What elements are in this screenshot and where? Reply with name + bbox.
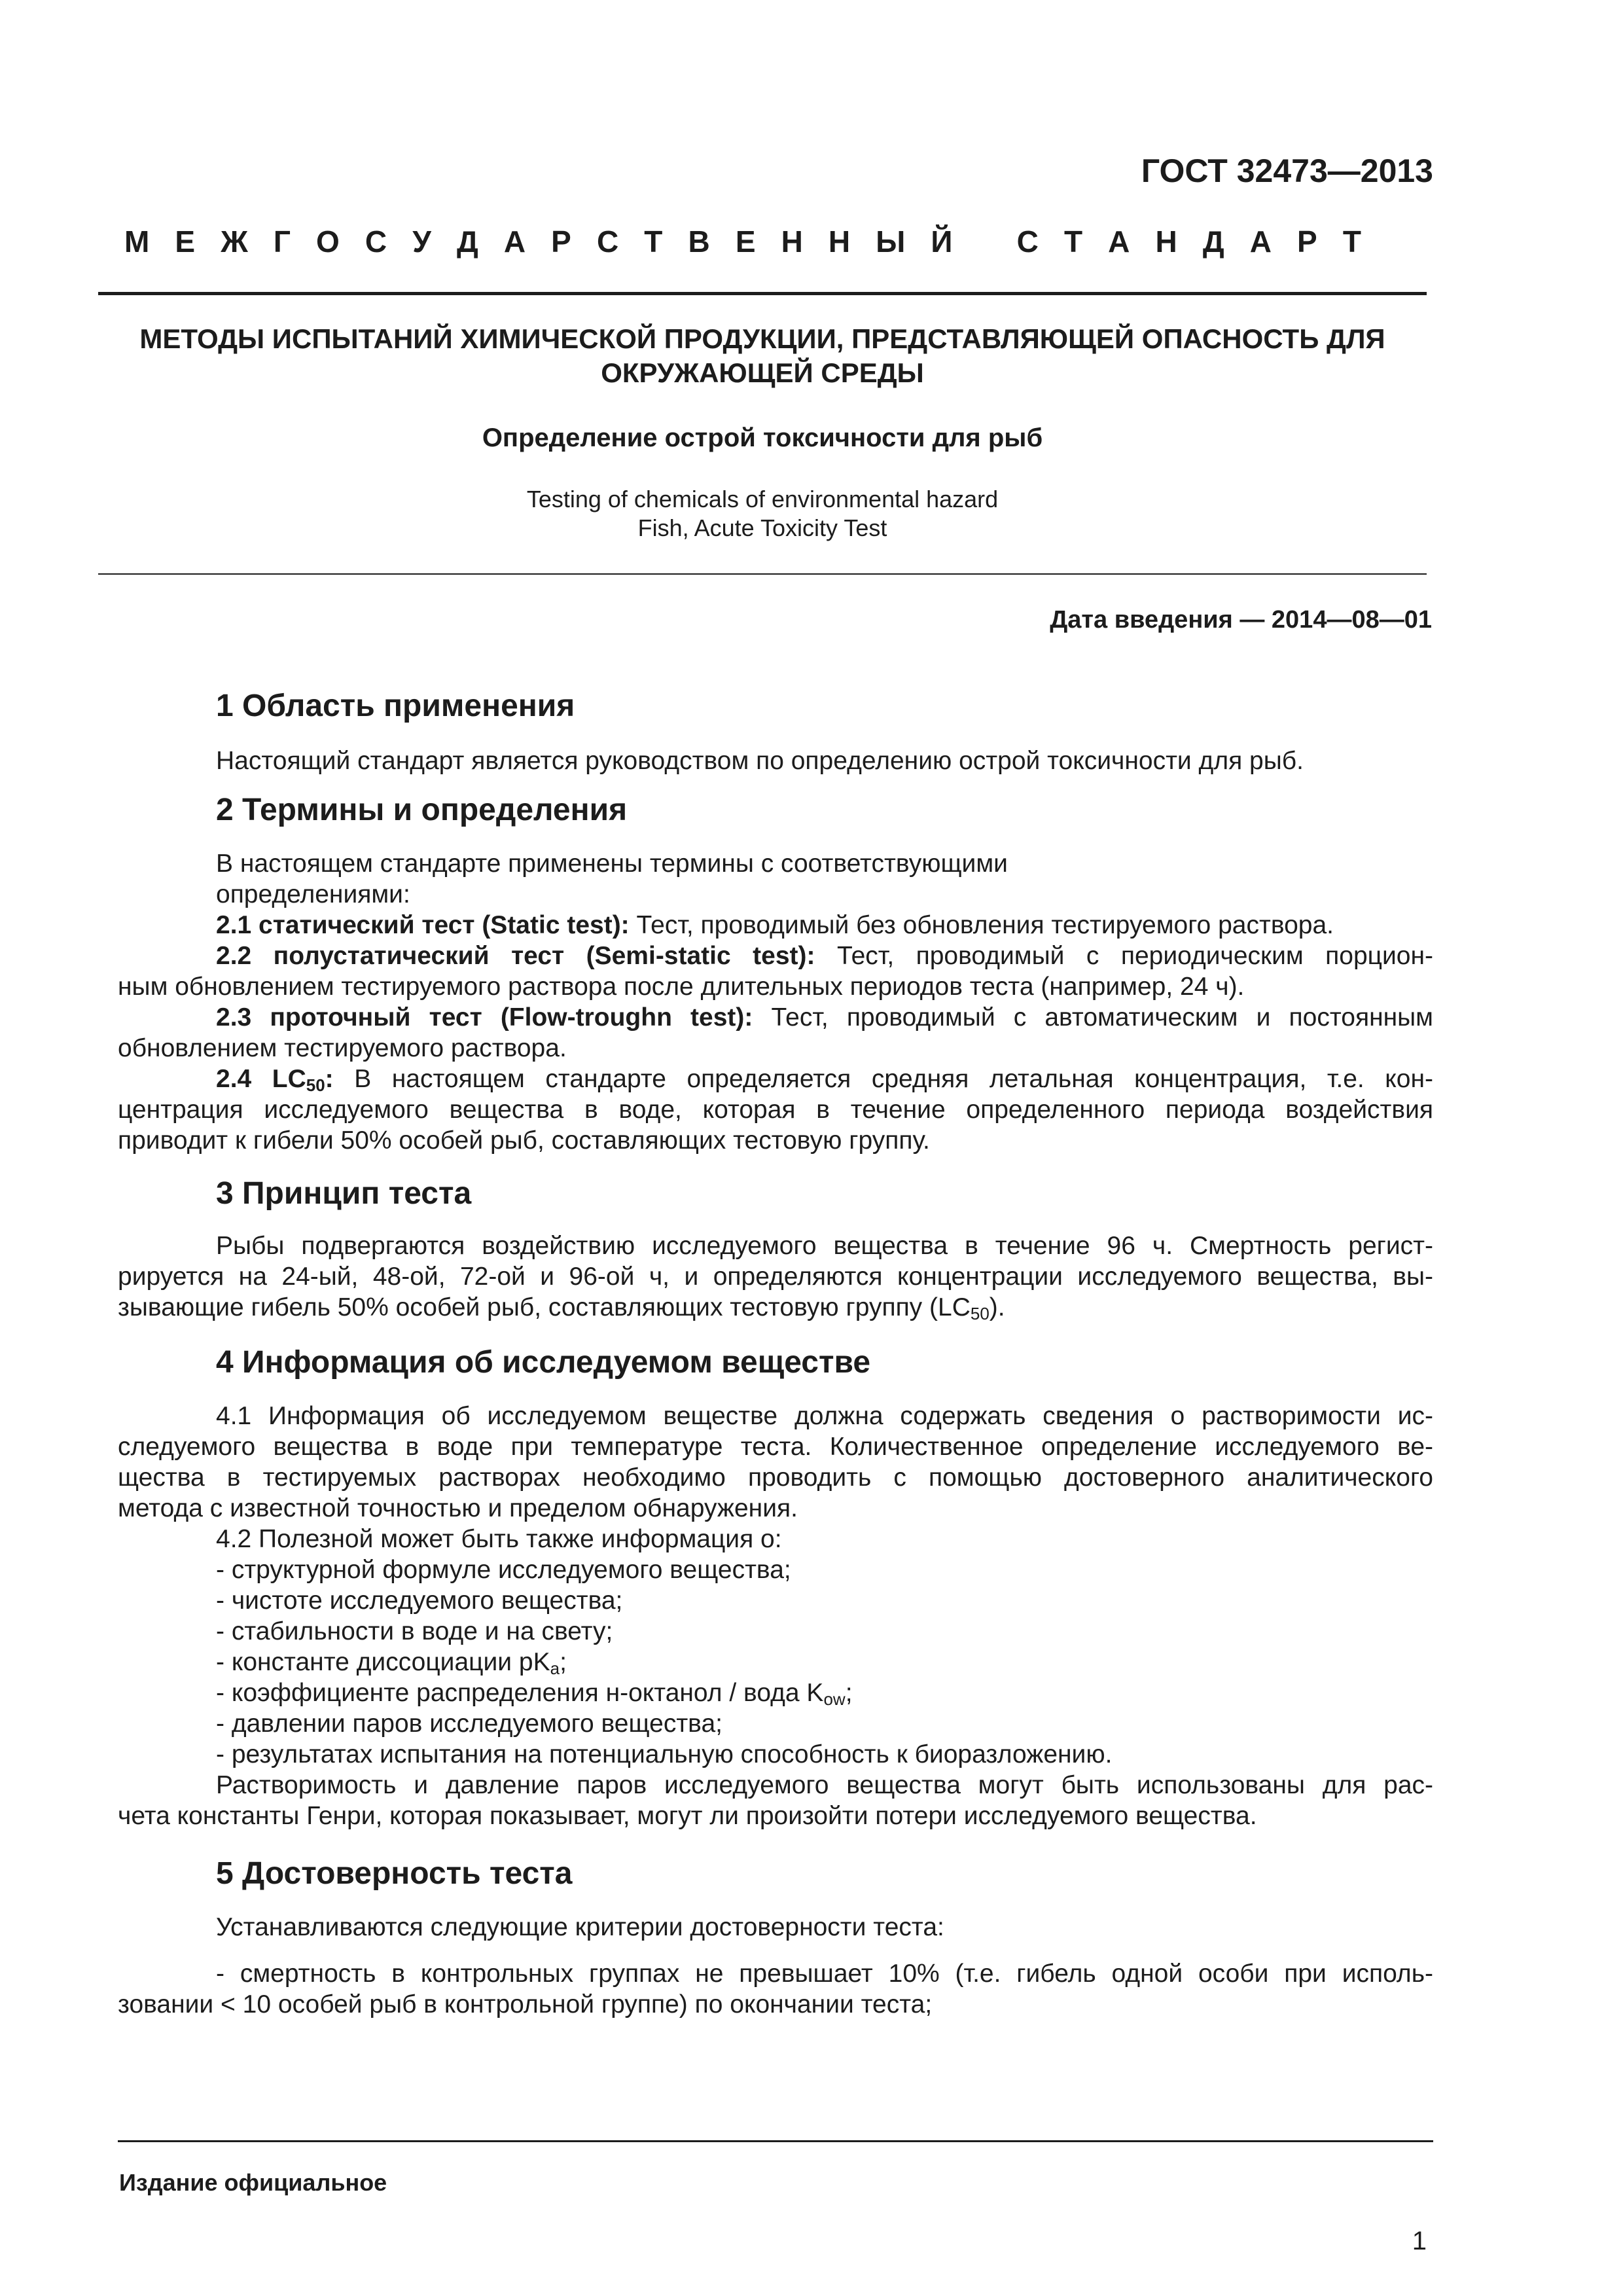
interstate-standard-banner bbox=[124, 224, 1361, 259]
section-4-1-line-2: следуемого вещества в воде при температуре теста. Количественное определение исследуемого ве- bbox=[118, 1433, 1433, 1461]
list-item-biodegradation: - результатах испытания на потенциальную способность к биоразложению. bbox=[216, 1740, 1113, 1768]
term-2-4-continuation-1: центрация исследуемого вещества в воде, которая в течение определенного периода воздействия bbox=[118, 1096, 1433, 1124]
section-1-text: Настоящий стандарт является руководством по определению острой токсичности для рыб. bbox=[216, 747, 1304, 775]
section-3-line-3: зывающие гибель 50% особей рыб, составляющих тестовую группу $(LC_{50})$. bbox=[118, 1293, 1005, 1323]
banner-letter: Т bbox=[1063, 224, 1083, 259]
section-4-2-intro: 4.2 Полезной может быть также информация о: bbox=[216, 1525, 782, 1553]
term-2-2-definition: Тест, проводимый с периодическим порцион- bbox=[815, 942, 1433, 970]
section-3-line-1: Рыбы подвергаются воздействию исследуемого вещества в течение 96 ч. Смертность регист- bbox=[216, 1232, 1433, 1260]
section-4-heading: 4 Информация об исследуемом веществе bbox=[216, 1345, 871, 1380]
banner-letter: Д bbox=[1202, 224, 1224, 259]
banner-letter: Н bbox=[781, 224, 803, 259]
list-item-stability: - стабильности в воде и на свету; bbox=[216, 1617, 613, 1645]
term-2-2-continuation: ным обновлением тестируемого раствора после длительных периодов теста (например, 24 ч). bbox=[118, 973, 1245, 1001]
banner-letter: Г bbox=[273, 224, 291, 259]
banner-letter: У bbox=[412, 224, 431, 259]
english-title-line-2: Fish, Acute Toxicity Test bbox=[637, 514, 887, 541]
section-2-intro-line-2: определениями: bbox=[216, 880, 410, 908]
header-rule-bottom bbox=[98, 573, 1427, 575]
banner-letter: Н bbox=[828, 224, 851, 259]
term-2-2 bbox=[216, 941, 1433, 972]
banner-letter: А bbox=[1108, 224, 1130, 259]
banner-letter: Й bbox=[931, 224, 953, 259]
term-2-3-continuation: обновлением тестируемого раствора. bbox=[118, 1034, 567, 1062]
section-4-1-line-3: щества в тестируемых растворах необходимо проводить с помощью достоверного аналитического bbox=[118, 1463, 1433, 1492]
header-rule-top bbox=[98, 292, 1427, 295]
banner-letter: С bbox=[365, 224, 387, 259]
section-5-criterion-line-1: - смертность в контрольных группах не превышает 10% (т.е. гибель одной особи при исполь- bbox=[216, 1960, 1433, 1988]
term-2-1-label: 2.1 статический тест (Static test): bbox=[216, 911, 630, 939]
document-subtitle: Определение острой токсичности для рыб bbox=[482, 423, 1043, 452]
banner-letter: А bbox=[503, 224, 526, 259]
term-2-1-definition: Тест, проводимый без обновления тестируемого раствора. bbox=[629, 911, 1334, 939]
section-4-1-line-4: метода с известной точностью и пределом обнаружения. bbox=[118, 1494, 798, 1522]
section-4-1-line-1: 4.1 Информация об исследуемом веществе должна содержать сведения о растворимости ис- bbox=[216, 1402, 1433, 1430]
section-3-line-2: рируется на 24-ый, 48-ой, 72-ой и 96-ой ч, и определяются концентрации исследуемого вещества, вы- bbox=[118, 1263, 1433, 1291]
page-number: 1 bbox=[1412, 2227, 1427, 2255]
document-title: МЕТОДЫ ИСПЫТАНИЙ ХИМИЧЕСКОЙ ПРОДУКЦИИ, ПРЕДСТАВЛЯЮЩЕЙ ОПАСНОСТЬ ДЛЯ ОКРУЖАЮЩЕЙ СРЕДЫ bbox=[139, 323, 1385, 388]
section-5-intro: Устанавливаются следующие критерии достоверности теста: bbox=[216, 1913, 944, 1941]
banner-letter: Н bbox=[1155, 224, 1177, 259]
banner-letter: Т bbox=[644, 224, 663, 259]
banner-letter: С bbox=[1016, 224, 1039, 259]
footer-rule bbox=[118, 2140, 1433, 2142]
banner-letter: М bbox=[124, 224, 150, 259]
term-2-3 bbox=[216, 1002, 1433, 1033]
section-5-criterion-line-2: зовании < 10 особей рыб в контрольной группе) по окончании теста; bbox=[118, 1990, 933, 2018]
banner-letter: С bbox=[596, 224, 619, 259]
banner-letter: Е bbox=[175, 224, 196, 259]
banner-letter: О bbox=[316, 224, 340, 259]
banner-letter bbox=[978, 224, 991, 259]
banner-letter: Ж bbox=[221, 224, 248, 259]
banner-letter: Ы bbox=[876, 224, 906, 259]
banner-letter: Р bbox=[551, 224, 571, 259]
list-item-partition-coefficient: - коэффициенте распределения н-октанол / вода $K_{ow}$; bbox=[216, 1679, 853, 1709]
term-2-1 bbox=[216, 910, 1334, 941]
banner-letter: Р bbox=[1297, 224, 1317, 259]
section-2-heading: 2 Термины и определения bbox=[216, 793, 628, 827]
introduction-date: Дата введения — 2014—08—01 bbox=[1050, 606, 1432, 634]
term-2-3-definition: Тест, проводимый с автоматическим и постоянным bbox=[753, 1003, 1433, 1031]
banner-letter: В bbox=[688, 224, 710, 259]
section-5-heading: 5 Достоверность теста bbox=[216, 1856, 573, 1891]
section-4-closing-line-2: чета константы Генри, которая показывает, могут ли произойти потери исследуемого вещества. bbox=[118, 1802, 1257, 1830]
section-2-intro-line-1: В настоящем стандарте применены термины с соответствующими bbox=[216, 850, 1008, 878]
document-number: ГОСТ 32473—2013 bbox=[1141, 152, 1433, 189]
term-2-3-label: 2.3 проточный тест (Flow-troughn test): bbox=[216, 1003, 753, 1031]
section-4-closing-line-1: Растворимость и давление паров исследуемого вещества могут быть использованы для рас- bbox=[216, 1771, 1433, 1799]
section-3-heading: 3 Принцип теста bbox=[216, 1176, 472, 1211]
banner-letter: Е bbox=[735, 224, 756, 259]
list-item-structural-formula: - структурной формуле исследуемого вещества; bbox=[216, 1556, 791, 1584]
term-2-2-label: 2.2 полустатический тест (Semi-static test): bbox=[216, 942, 815, 970]
banner-letter: А bbox=[1249, 224, 1272, 259]
term-2-4-label: 2.4 $LC_{50}$: bbox=[216, 1065, 334, 1095]
term-2-4-definition: В настоящем стандарте определяется средняя летальная концентрация, т.е. кон- bbox=[333, 1065, 1433, 1093]
term-2-4 bbox=[216, 1064, 1433, 1095]
banner-letter: Т bbox=[1342, 224, 1361, 259]
list-item-vapor-pressure: - давлении паров исследуемого вещества; bbox=[216, 1710, 722, 1738]
english-title-line-1: Testing of chemicals of environmental hazard bbox=[526, 486, 999, 512]
term-2-4-continuation-2: приводит к гибели 50% особей рыб, составляющих тестовую группу. bbox=[118, 1126, 930, 1155]
banner-letter: Д bbox=[456, 224, 478, 259]
list-item-purity: - чистоте исследуемого вещества; bbox=[216, 1587, 623, 1615]
section-1-heading: 1 Область применения bbox=[216, 689, 575, 723]
official-edition-label: Издание официальное bbox=[119, 2169, 387, 2196]
list-item-dissociation-constant: - константе диссоциации $pK_a$; bbox=[216, 1648, 567, 1678]
